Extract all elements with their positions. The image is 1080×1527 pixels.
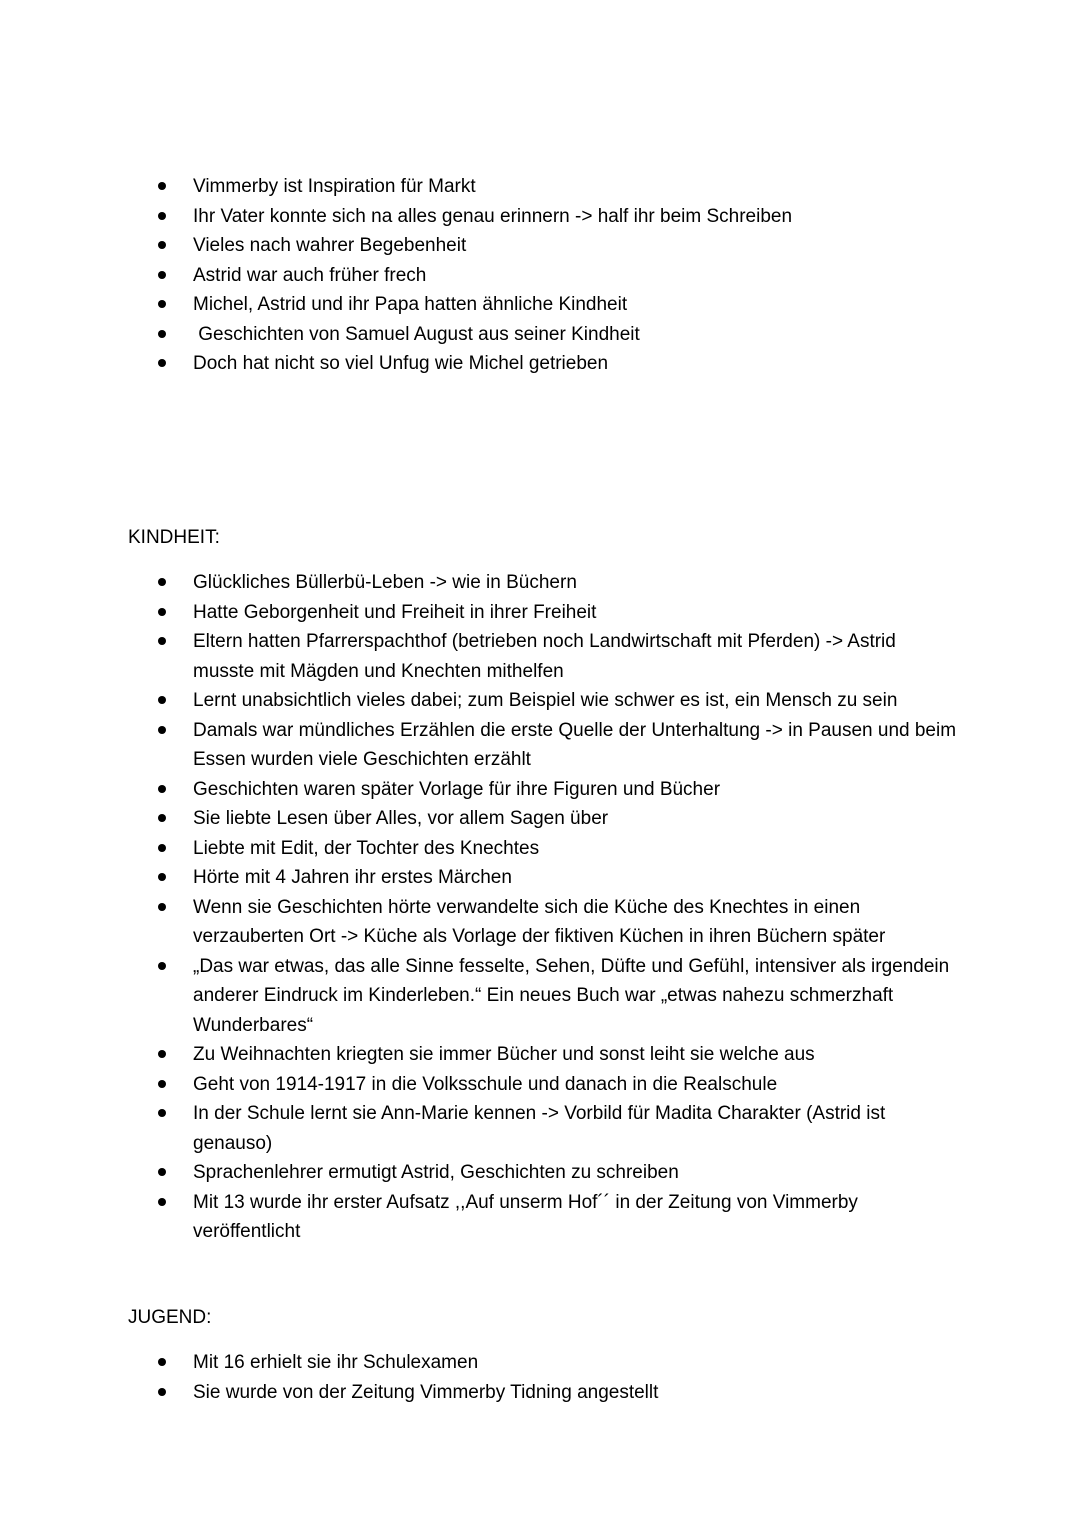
bullet-icon — [158, 873, 166, 881]
list-item — [0, 1348, 1080, 1378]
list-item — [0, 804, 1080, 834]
bullet-icon — [158, 330, 166, 338]
list-item — [0, 686, 1080, 716]
kindheit-bullet-list — [0, 568, 1080, 1247]
list-item — [0, 627, 1080, 686]
bullet-icon — [158, 844, 166, 852]
list-item — [0, 952, 1080, 1041]
list-item — [0, 290, 1080, 320]
list-item — [0, 1040, 1080, 1070]
bullet-icon — [158, 1050, 166, 1058]
list-item-text: Geht von 1914-1917 in die Volksschule und danach in die Realschule — [193, 1073, 778, 1095]
bullet-icon — [158, 1109, 166, 1117]
list-item-text: Lernt unabsichtlich vieles dabei; zum Beispiel wie schwer es ist, ein Mensch zu sein — [193, 690, 898, 711]
bullet-icon — [158, 1388, 166, 1396]
list-item-text: Damals war mündliches Erzählen die erste Quelle der Unterhaltung -> in Pausen und beim Essen wurden viele Geschichten erzählt — [193, 719, 957, 770]
list-item — [0, 863, 1080, 893]
bullet-icon — [158, 182, 166, 190]
list-item — [0, 349, 1080, 379]
bullet-icon — [158, 608, 166, 616]
list-item-text: Doch hat nicht so viel Unfug wie Michel getrieben — [193, 353, 609, 374]
list-item-text: Vieles nach wahrer Begebenheit — [193, 235, 467, 256]
list-item — [0, 1188, 1080, 1247]
bullet-icon — [158, 359, 166, 367]
list-item-text: Sie wurde von der Zeitung Vimmerby Tidning angestellt — [193, 1381, 659, 1403]
list-item-text: Sie liebte Lesen über Alles, vor allem Sagen über — [193, 808, 609, 829]
list-item — [0, 202, 1080, 232]
list-item-text: Astrid war auch früher frech — [193, 264, 427, 286]
jugend-bullet-list — [0, 1348, 1080, 1407]
list-item-text: Mit 13 wurde ihr erster Aufsatz ,,Auf unserm Hof´´ in der Zeitung von Vimmerby veröffentlicht — [193, 1191, 858, 1242]
list-item-text: Michel, Astrid und ihr Papa hatten ähnliche Kindheit — [193, 294, 628, 315]
list-item-text: Hatte Geborgenheit und Freiheit in ihrer Freiheit — [193, 601, 597, 623]
bullet-icon — [158, 637, 166, 645]
list-item-text: Geschichten waren später Vorlage für ihre Figuren und Bücher — [193, 778, 721, 800]
list-item-text: Eltern hatten Pfarrerspachthof (betrieben noch Landwirtschaft mit Pferden) -> Astrid musste mit Mägden und Knechten mithelfen — [193, 631, 896, 682]
bullet-icon — [158, 962, 166, 970]
list-item — [0, 834, 1080, 864]
list-item-text: Zu Weihnachten kriegten sie immer Bücher und sonst leiht sie welche aus — [193, 1044, 815, 1065]
list-item — [0, 231, 1080, 261]
bullet-icon — [158, 1080, 166, 1088]
bullet-icon — [158, 300, 166, 308]
bullet-icon — [158, 271, 166, 279]
bullet-icon — [158, 785, 166, 793]
bullet-icon — [158, 578, 166, 586]
list-item-text: Liebte mit Edit, der Tochter des Knechtes — [193, 837, 540, 859]
list-item — [0, 1378, 1080, 1408]
bullet-icon — [158, 1198, 166, 1206]
list-item — [0, 716, 1080, 775]
list-item-text: Wenn sie Geschichten hörte verwandelte sich die Küche des Knechtes in einen verzauberten Ort -> Küche als Vorlage der fiktiven Küchen in ihren Büchern später — [193, 896, 886, 947]
bullet-icon — [158, 726, 166, 734]
list-item-text: Vimmerby ist Inspiration für Markt — [193, 176, 476, 197]
bullet-icon — [158, 903, 166, 911]
list-item-text: Hörte mit 4 Jahren ihr erstes Märchen — [193, 867, 512, 888]
list-item — [0, 775, 1080, 805]
bullet-icon — [158, 1358, 166, 1366]
list-item — [0, 1099, 1080, 1158]
bullet-icon — [158, 1168, 166, 1176]
list-item-text: „Das war etwas, das alle Sinne fesselte, Sehen, Düfte und Gefühl, intensiver als irgendein anderer Eindruck im Kinderleben.“ Ein neues Buch war „etwas nahezu schmerzhaft Wunderbares“ — [193, 955, 950, 1036]
list-item — [0, 1158, 1080, 1188]
bullet-icon — [158, 814, 166, 822]
list-item-text: Ihr Vater konnte sich na alles genau erinnern -> half ihr beim Schreiben — [193, 205, 793, 227]
list-item — [0, 568, 1080, 598]
list-item-text: Sprachenlehrer ermutigt Astrid, Geschichten zu schreiben — [193, 1162, 679, 1183]
list-item — [0, 172, 1080, 202]
intro-bullet-list — [0, 172, 1080, 379]
list-item-text: Mit 16 erhielt sie ihr Schulexamen — [193, 1352, 479, 1373]
list-item — [0, 320, 1080, 350]
bullet-icon — [158, 696, 166, 704]
list-item — [0, 1070, 1080, 1100]
bullet-icon — [158, 212, 166, 220]
list-item — [0, 261, 1080, 291]
section-heading-kindheit: KINDHEIT: — [128, 527, 220, 548]
list-item-text: Geschichten von Samuel August aus seiner Kindheit — [193, 323, 640, 345]
list-item-text: In der Schule lernt sie Ann-Marie kennen -> Vorbild für Madita Charakter (Astrid ist genauso) — [193, 1103, 886, 1154]
list-item — [0, 893, 1080, 952]
section-heading-jugend: JUGEND: — [128, 1307, 212, 1328]
list-item — [0, 598, 1080, 628]
list-item-text: Glückliches Büllerbü-Leben -> wie in Büchern — [193, 572, 577, 593]
bullet-icon — [158, 241, 166, 249]
